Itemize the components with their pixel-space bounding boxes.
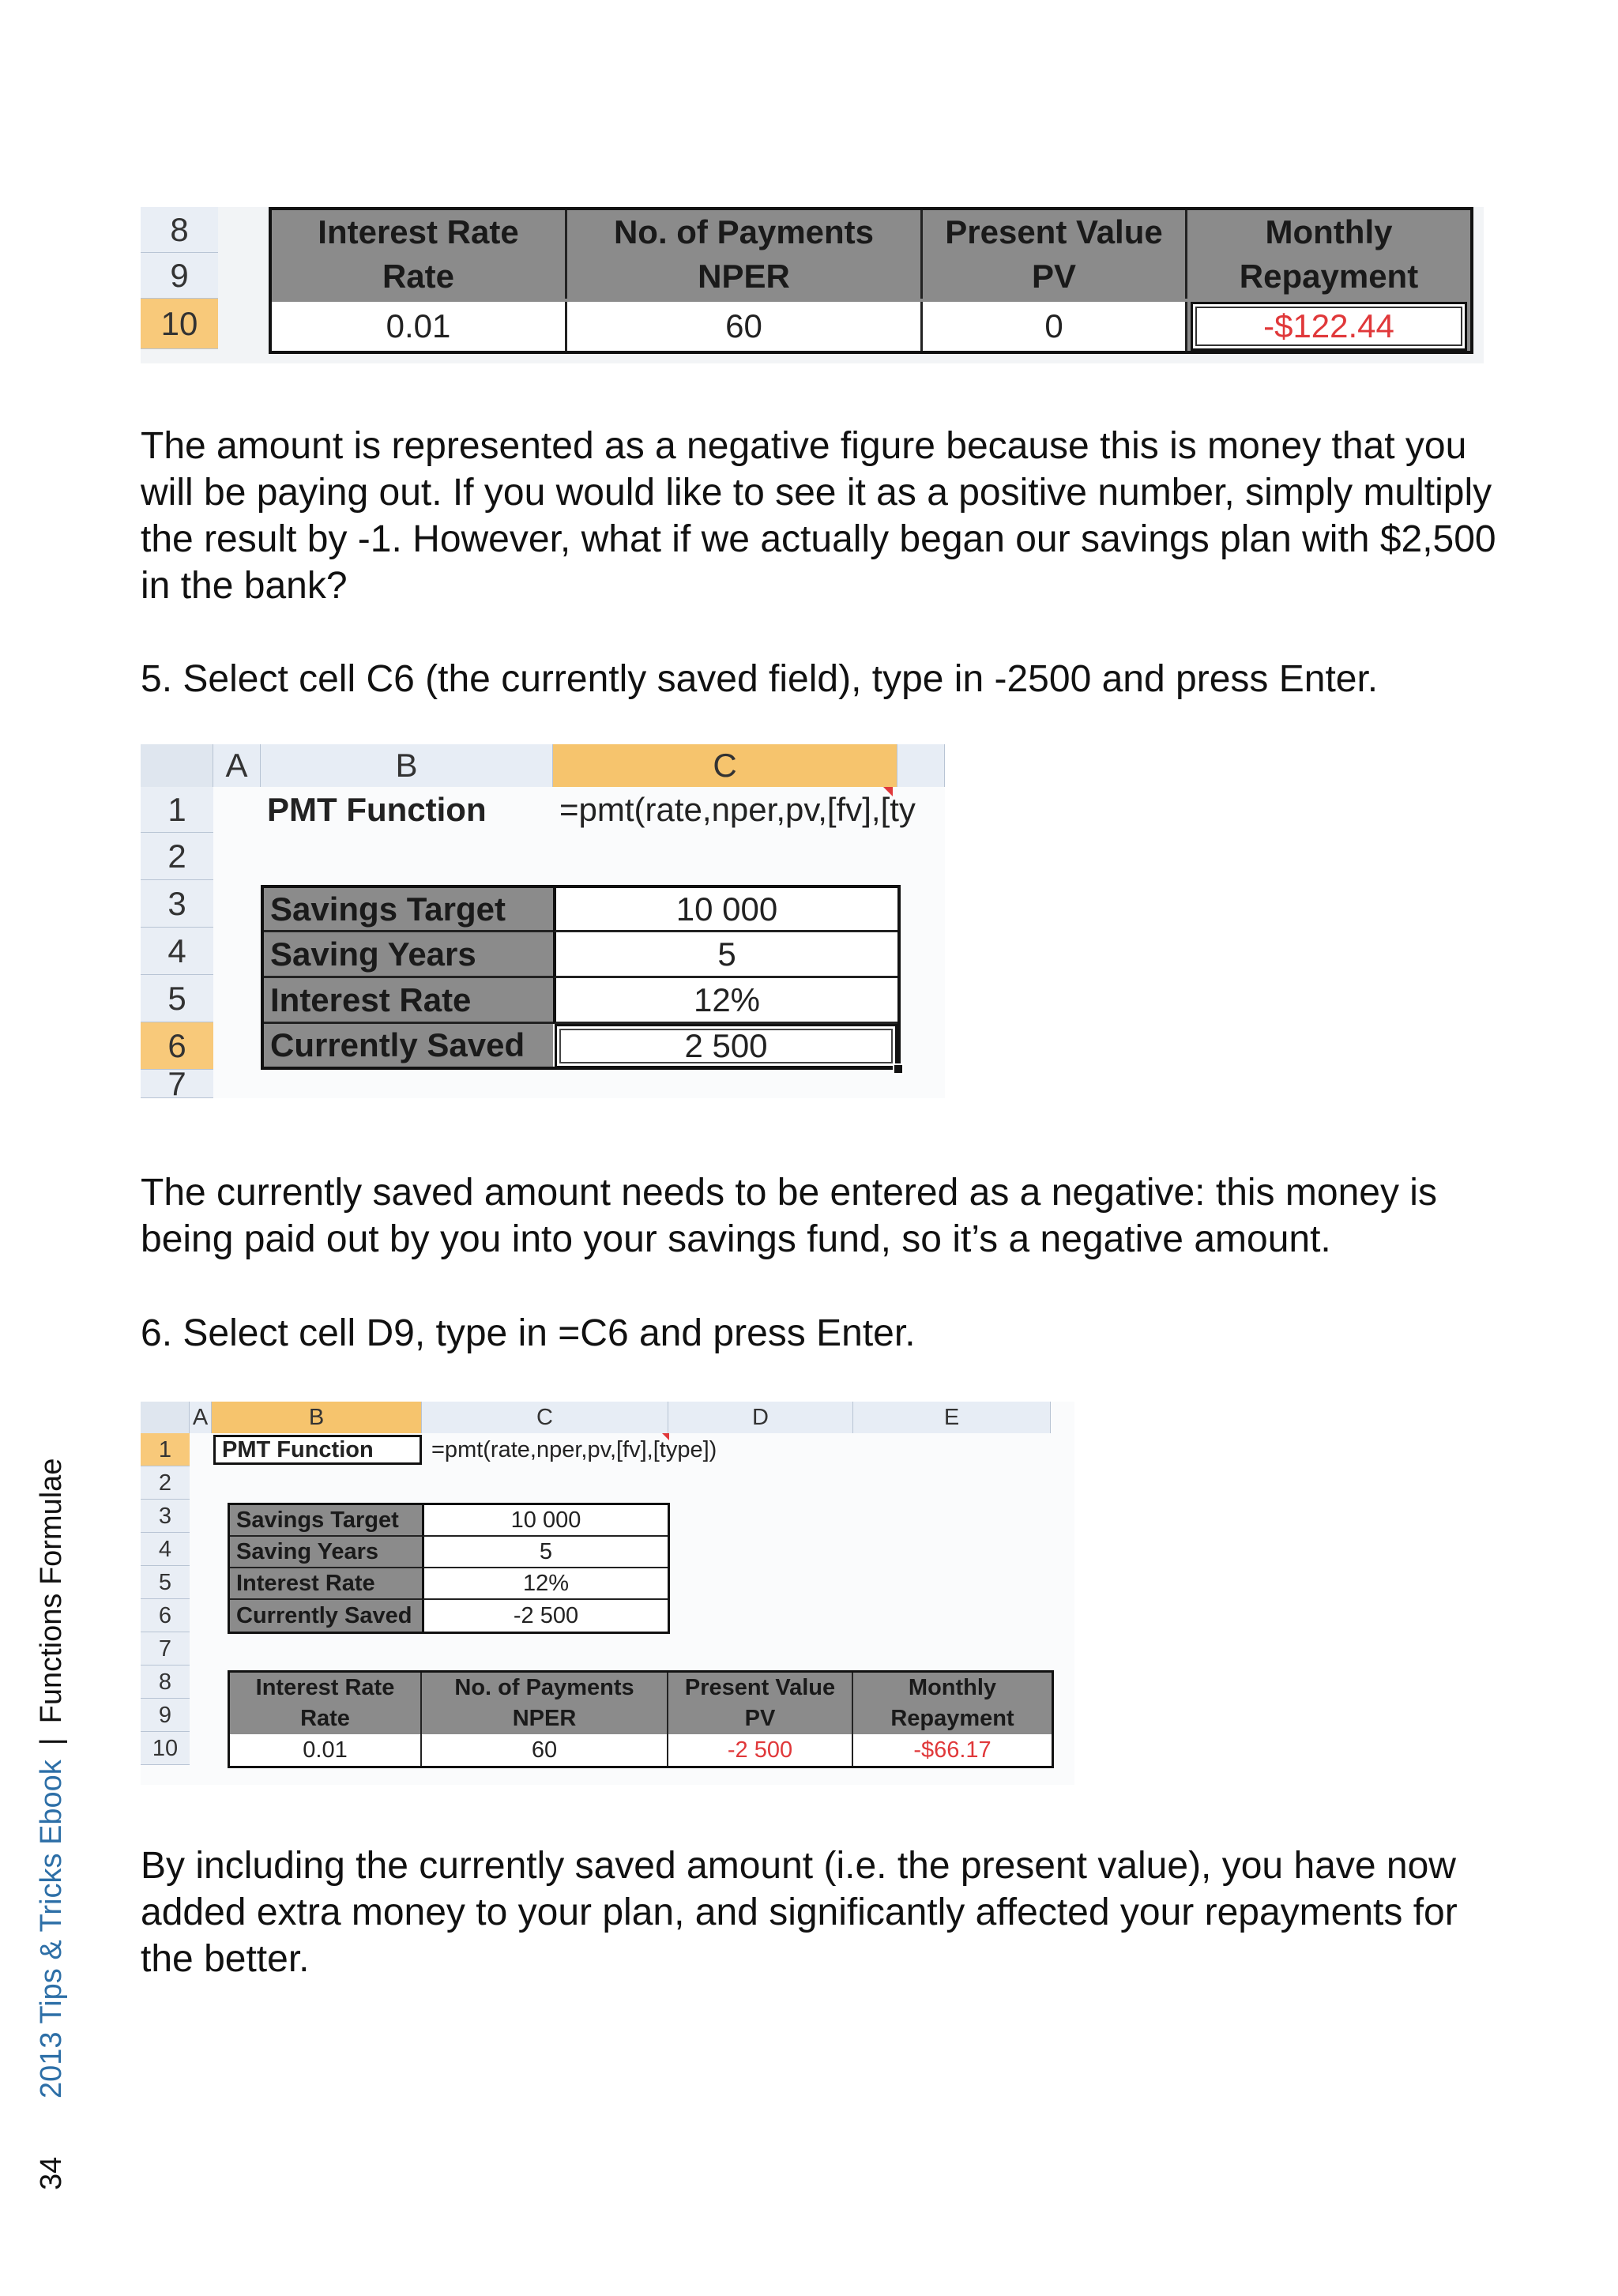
column-header-b[interactable]: B (261, 744, 553, 787)
value-currently-saved-active[interactable]: 2 500 (555, 1024, 897, 1068)
row-header-3[interactable]: 3 (141, 1500, 190, 1533)
row-header-8[interactable]: 8 (141, 207, 218, 253)
cell-monthly-repayment-value[interactable]: -$66.17 (853, 1734, 1052, 1766)
header-present-value: Present Value (668, 1673, 853, 1703)
row-header-10[interactable]: 10 (141, 299, 218, 349)
value-saving-years[interactable]: 5 (422, 1537, 668, 1568)
spreadsheet-inputs (141, 744, 945, 1098)
cell-pv-value[interactable]: -2 500 (668, 1734, 853, 1766)
row-header-7[interactable]: 7 (141, 1632, 190, 1666)
row-header-5[interactable]: 5 (141, 1566, 190, 1599)
comment-indicator (662, 1433, 669, 1440)
column-header-a[interactable]: A (190, 1402, 212, 1433)
column-header-c[interactable]: C (553, 744, 897, 787)
label-saving-years[interactable]: Saving Years (230, 1537, 422, 1568)
header-no-of-payments: No. of Payments (422, 1673, 668, 1703)
fill-handle[interactable] (893, 1063, 904, 1075)
section-title: Functions Formulae (35, 1458, 68, 1724)
cell-monthly-repayment-value[interactable]: -$122.44 (1191, 302, 1467, 351)
step-5-instruction: 5. Select cell C6 (the currently saved field), type in -2500 and press Enter. (141, 658, 1379, 700)
cell-b1-title-active[interactable]: PMT Function (213, 1435, 422, 1465)
header-monthly: Monthly (853, 1673, 1052, 1703)
corner-select-all[interactable] (141, 744, 213, 787)
vertical-running-header (35, 1459, 69, 2098)
header-repayment: Repayment (1187, 254, 1470, 299)
header-present-value: Present Value (923, 210, 1187, 254)
row-header-10[interactable]: 10 (141, 1732, 190, 1765)
label-interest-rate[interactable]: Interest Rate (264, 978, 553, 1024)
cell-rate-value[interactable]: 0.01 (230, 1734, 422, 1766)
row-header-2[interactable]: 2 (141, 833, 213, 880)
ebook-title: 2013 Tips & Tricks Ebook (35, 1760, 68, 2098)
row-header-4[interactable]: 4 (141, 1533, 190, 1566)
column-header-c[interactable]: C (422, 1402, 668, 1433)
header-monthly: Monthly (1187, 210, 1470, 254)
column-header-b[interactable]: B (212, 1402, 422, 1433)
row-header-8[interactable]: 8 (141, 1666, 190, 1699)
label-interest-rate[interactable]: Interest Rate (230, 1568, 422, 1600)
spreadsheet-result-1 (141, 207, 1484, 363)
column-header-d[interactable]: D (668, 1402, 853, 1433)
paragraph-conclusion: By including the currently saved amount (i.e. the present value), you have now added extra money to your plan, and significantly affected your repayments for the better. (141, 1845, 1458, 1980)
cell-rate-value[interactable]: 0.01 (272, 302, 567, 351)
cell-b1-title[interactable]: PMT Function (267, 791, 487, 828)
header-nper: NPER (567, 254, 923, 299)
header-no-of-payments: No. of Payments (567, 210, 923, 254)
spreadsheet-full (141, 1402, 1074, 1785)
row-header-3[interactable]: 3 (141, 880, 213, 928)
label-savings-target[interactable]: Savings Target (264, 888, 553, 932)
cell-pv-value[interactable]: 0 (923, 302, 1187, 351)
paragraph-negative-explanation: The amount is represented as a negative figure because this is money that you will be paying out. If you would like to see it as a positive number, simply multiply the result by -1. However, what if we actually began our savings plan with $2,500 in the bank? (141, 425, 1496, 607)
header-interest-rate: Interest Rate (272, 210, 567, 254)
value-savings-target[interactable]: 10 000 (422, 1505, 668, 1537)
value-savings-target[interactable]: 10 000 (553, 888, 897, 932)
header-pv: PV (923, 254, 1187, 299)
header-rate: Rate (272, 254, 567, 299)
step-6-instruction: 6. Select cell D9, type in =C6 and press Enter. (141, 1312, 916, 1354)
column-header-next[interactable] (897, 744, 945, 787)
label-currently-saved[interactable]: Currently Saved (230, 1600, 422, 1632)
cell-c1-formula[interactable]: =pmt(rate,nper,pv,[fv],[ty (559, 791, 916, 828)
header-rate: Rate (230, 1703, 422, 1734)
header-repayment: Repayment (853, 1703, 1052, 1734)
row-header-1[interactable]: 1 (141, 787, 213, 833)
label-currently-saved[interactable]: Currently Saved (264, 1024, 553, 1067)
corner-select-all[interactable] (141, 1402, 190, 1433)
row-header-1[interactable]: 1 (141, 1433, 190, 1466)
value-interest-rate[interactable]: 12% (553, 978, 897, 1024)
column-header-e[interactable]: E (853, 1402, 1051, 1433)
separator: | (35, 1737, 68, 1746)
paragraph-negative-entry: The currently saved amount needs to be entered as a negative: this money is being paid out by you into your savings fund, so it’s a negative amount. (141, 1172, 1437, 1260)
row-header-6[interactable]: 6 (141, 1022, 213, 1070)
page-number: 34 (35, 2156, 68, 2190)
row-header-4[interactable]: 4 (141, 928, 213, 975)
cell-nper-value[interactable]: 60 (422, 1734, 668, 1766)
header-interest-rate: Interest Rate (230, 1673, 422, 1703)
row-header-9[interactable]: 9 (141, 1699, 190, 1732)
value-saving-years[interactable]: 5 (553, 932, 897, 978)
row-header-7[interactable]: 7 (141, 1070, 213, 1098)
cell-c1-formula[interactable]: =pmt(rate,nper,pv,[fv],[type]) (431, 1436, 717, 1462)
label-savings-target[interactable]: Savings Target (230, 1505, 422, 1537)
row-header-9[interactable]: 9 (141, 253, 218, 299)
value-interest-rate[interactable]: 12% (422, 1568, 668, 1600)
row-header-2[interactable]: 2 (141, 1466, 190, 1500)
value-currently-saved[interactable]: -2 500 (422, 1600, 668, 1632)
column-header-a[interactable]: A (213, 744, 261, 787)
header-pv: PV (668, 1703, 853, 1734)
label-saving-years[interactable]: Saving Years (264, 932, 553, 978)
row-header-5[interactable]: 5 (141, 975, 213, 1022)
cell-nper-value[interactable]: 60 (567, 302, 923, 351)
header-nper: NPER (422, 1703, 668, 1734)
row-header-6[interactable]: 6 (141, 1599, 190, 1632)
comment-indicator (883, 787, 893, 796)
